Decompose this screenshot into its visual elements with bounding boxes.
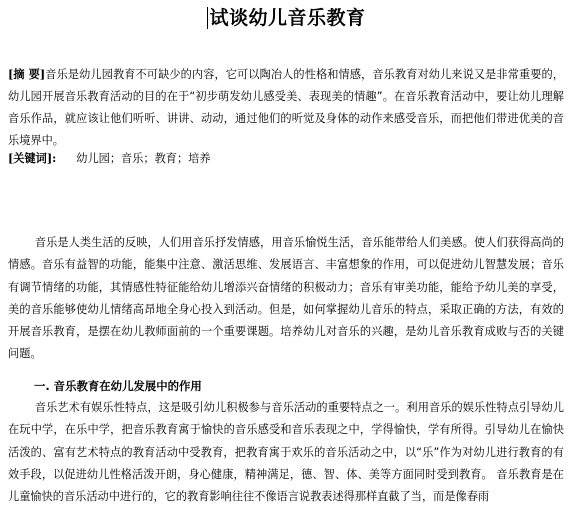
abstract-label: [摘 要] [8,67,46,81]
title-line [0,6,573,30]
keywords-label: [关键词]: [8,151,57,165]
keywords-line [8,147,564,170]
body-paragraph-2: 音乐艺术有娱乐性特点，这是吸引幼儿积极参与音乐活动的重要特点之一。利用音乐的娱乐性特点引导幼儿在玩中学，在乐中学，把音乐教育寓于愉快的音乐感受和音乐表现之中，学得愉快，学有所得。引导幼儿在愉快活泼的、富有艺术特点的教育活动中受教育，把教育寓于欢乐的音乐活动之中，以“乐”作为对幼儿进行教育的有效手段，以促进幼儿性格活泼开朗，身心健康，精神满足，德、智、体、美等方面同时受到教育。 音乐教育是在儿童愉快的音乐活动中进行的，它的教育影响往往不像语言说教表述得那样直截了当，而是像春雨 [8,401,564,504]
keywords-text: 幼儿园；音乐；教育；培养 [76,152,211,165]
section-heading-1: 一. 音乐教育在幼儿发展中的作用 [34,379,202,393]
text-cursor [207,7,208,29]
document-title: 试谈幼儿音乐教育 [209,7,366,29]
abstract-paragraph [8,63,564,152]
abstract-text: 音乐是幼儿园教育不可缺少的内容，它可以陶冶人的性格和情感，音乐教育对幼儿来说又是非常重要的，幼儿园开展音乐教育活动的目的在于“初步萌发幼儿感受美、表现美的情趣”。在音乐教育活动中，要让幼儿理解音乐作品，就应该让他们听听、讲讲、动动，通过他们的听觉及身体的动作来感受音乐，而把他们带进优美的音乐境界中。 [8,68,564,147]
body-paragraph-1: 音乐是人类生活的反映，人们用音乐抒发情感，用音乐愉悦生活，音乐能带给人们美感。使人们获得高尚的情感。音乐有益智的功能，能集中注意、激活思维、发展语言、丰富想象的作用，可以促进幼儿智慧发展；音乐有调节情绪的功能，其情感性特征能给幼儿增添兴奋情绪的积极动力；音乐有审美功能，能给予幼儿美的享受，美的音乐能够使幼儿情绪高昂地全身心投入到活动。但是，如何掌握幼儿音乐的特点，采取正确的方法，有效的开展音乐教育，是摆在幼儿教师面前的一个重要课题。培养幼儿对音乐的兴趣，是幼儿音乐教育成败与否的关键问题。 [8,236,564,361]
